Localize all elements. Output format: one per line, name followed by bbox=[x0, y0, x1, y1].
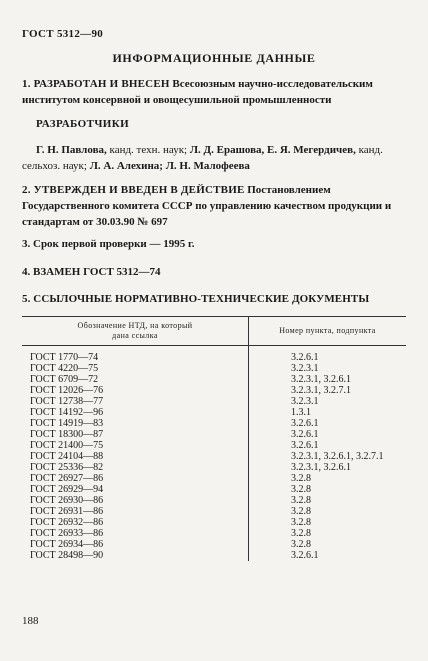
section-5: 5. ССЫЛОЧНЫЕ НОРМАТИВНО-ТЕХНИЧЕСКИЕ ДОКУМЕНТЫ bbox=[22, 293, 370, 305]
clause-number-cell: 3.2.6.1 bbox=[291, 550, 319, 561]
table-row bbox=[22, 539, 406, 550]
ntd-designation-cell: ГОСТ 26932—86 bbox=[22, 517, 249, 528]
ntd-designation-cell: ГОСТ 14192—96 bbox=[22, 407, 249, 418]
table-row bbox=[22, 407, 406, 418]
ntd-designation-cell: ГОСТ 26931—86 bbox=[22, 506, 249, 517]
ntd-designation-cell: ГОСТ 24104—88 bbox=[22, 451, 249, 462]
section-2 bbox=[22, 182, 406, 230]
table-body bbox=[22, 346, 406, 562]
ntd-designation-cell: ГОСТ 26934—86 bbox=[22, 539, 249, 550]
clause-number-cell: 3.2.8 bbox=[291, 517, 311, 528]
ntd-designation-cell: ГОСТ 14919—83 bbox=[22, 418, 249, 429]
clause-number-cell: 3.2.3.1, 3.2.6.1, 3.2.7.1 bbox=[291, 451, 384, 462]
ntd-designation-cell: ГОСТ 4220—75 bbox=[22, 363, 249, 374]
ntd-designation-cell: ГОСТ 12738—77 bbox=[22, 396, 249, 407]
table-row bbox=[22, 517, 406, 528]
clause-number-cell: 3.2.8 bbox=[291, 473, 311, 484]
section-2-lead: 2. УТВЕРЖДЕН И ВВЕДЕН В ДЕЙСТВИЕ bbox=[22, 184, 245, 196]
ntd-designation-cell: ГОСТ 25336—82 bbox=[22, 462, 249, 473]
section-3: 3. Срок первой проверки — 1995 г. bbox=[22, 238, 195, 250]
references-table bbox=[22, 316, 406, 561]
clause-number-cell: 1.3.1 bbox=[291, 407, 311, 418]
table-row bbox=[22, 396, 406, 407]
table-row bbox=[22, 440, 406, 451]
section-2-text: Постановлением Государственного комитета СССР по управлению качеством продукции и стандартам от 30.03.90 № 697 bbox=[22, 184, 392, 228]
clause-number-cell: 3.2.8 bbox=[291, 539, 311, 550]
ntd-designation-cell: ГОСТ 28498—90 bbox=[22, 550, 249, 561]
table-header-row bbox=[22, 317, 406, 346]
clause-number-cell: 3.2.6.1 bbox=[291, 418, 319, 429]
table-row bbox=[22, 528, 406, 539]
ntd-designation-cell: ГОСТ 6709—72 bbox=[22, 374, 249, 385]
table-row bbox=[22, 418, 406, 429]
clause-number-cell: 3.2.8 bbox=[291, 495, 311, 506]
col-ntd-header-line1: Обозначение НТД, на который bbox=[77, 321, 193, 330]
table-row bbox=[22, 484, 406, 495]
table-row bbox=[22, 462, 406, 473]
standard-header: ГОСТ 5312—90 bbox=[22, 28, 104, 40]
table-row bbox=[22, 363, 406, 374]
ntd-designation-cell: ГОСТ 26929—94 bbox=[22, 484, 249, 495]
ntd-designation-cell: ГОСТ 26927—86 bbox=[22, 473, 249, 484]
ntd-designation-cell: ГОСТ 26933—86 bbox=[22, 528, 249, 539]
page-title: ИНФОРМАЦИОННЫЕ ДАННЫЕ bbox=[112, 51, 316, 65]
developer-degree-1: канд. техн. наук; bbox=[109, 144, 188, 156]
table-row bbox=[22, 473, 406, 484]
ntd-designation-cell: ГОСТ 26930—86 bbox=[22, 495, 249, 506]
section-1 bbox=[22, 76, 406, 108]
ntd-designation-cell: ГОСТ 18300—87 bbox=[22, 429, 249, 440]
page-number: 188 bbox=[22, 615, 39, 627]
developer-degree-2: канд. сельхоз. наук; bbox=[22, 144, 383, 172]
table-row bbox=[22, 451, 406, 462]
clause-number-cell: 3.2.8 bbox=[291, 484, 311, 495]
section-1-lead: 1. РАЗРАБОТАН И ВНЕСЕН bbox=[22, 78, 170, 90]
clause-number-cell: 3.2.8 bbox=[291, 506, 311, 517]
ntd-designation-cell: ГОСТ 21400—75 bbox=[22, 440, 249, 451]
table-row bbox=[22, 374, 406, 385]
developers-list bbox=[22, 142, 406, 174]
clause-number-cell: 3.2.6.1 bbox=[291, 352, 319, 363]
table-row bbox=[22, 429, 406, 440]
clause-number-cell: 3.2.3.1, 3.2.6.1 bbox=[291, 462, 351, 473]
col-ntd-header bbox=[22, 317, 249, 346]
section-4: 4. ВЗАМЕН ГОСТ 5312—74 bbox=[22, 266, 161, 278]
clause-number-cell: 3.2.3.1 bbox=[291, 396, 319, 407]
col-clause-header: Номер пункта, подпункта bbox=[249, 317, 407, 346]
developers-heading: РАЗРАБОТЧИКИ bbox=[36, 118, 130, 130]
section-1-text: Всесоюзным научно-исследовательским институтом консервной и овощесушильной промышленности bbox=[22, 78, 373, 106]
clause-number-cell: 3.2.3.1, 3.2.6.1 bbox=[291, 374, 351, 385]
table-row bbox=[22, 495, 406, 506]
developer-names-3: Л. А. Алехина; Л. Н. Малофеева bbox=[89, 160, 250, 172]
developer-names-1: Г. Н. Павлова, bbox=[36, 144, 107, 156]
ntd-designation-cell: ГОСТ 12026—76 bbox=[22, 385, 249, 396]
ntd-designation-cell: ГОСТ 1770—74 bbox=[22, 346, 249, 364]
clause-number-cell: 3.2.6.1 bbox=[291, 429, 319, 440]
col-ntd-header-line2: дана ссылка bbox=[112, 331, 158, 340]
clause-number-cell: 3.2.3.1 bbox=[291, 363, 319, 374]
table-row bbox=[22, 346, 406, 364]
table-row bbox=[22, 506, 406, 517]
clause-number-cell: 3.2.8 bbox=[291, 528, 311, 539]
clause-number-cell: 3.2.3.1, 3.2.7.1 bbox=[291, 385, 351, 396]
developer-names-2: Л. Д. Ерашова, Е. Я. Мегердичев, bbox=[189, 144, 356, 156]
table-row bbox=[22, 550, 406, 561]
table-row bbox=[22, 385, 406, 396]
clause-number-cell: 3.2.6.1 bbox=[291, 440, 319, 451]
